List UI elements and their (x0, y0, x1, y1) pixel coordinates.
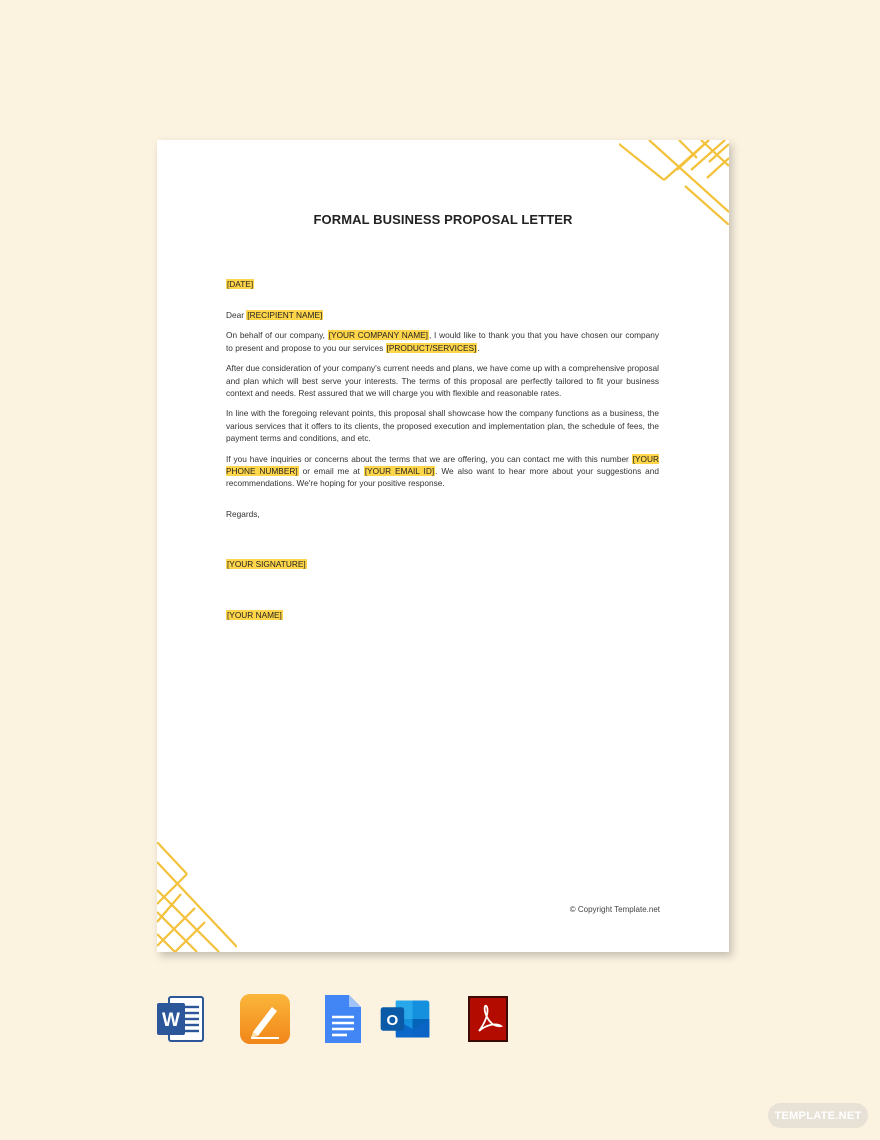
copyright-text: © Copyright Template.net (569, 905, 660, 914)
recipient-placeholder: [RECIPIENT NAME] (247, 309, 323, 320)
paragraph-3: In line with the foregoing relevant points, this proposal shall showcase how the company functions as a business, the various services that it offers to its clients, the proposed execution and implementation plan, the schedule of fees, the payment terms and conditions, and etc. (226, 408, 659, 443)
apple-pages-icon[interactable] (239, 993, 291, 1045)
name-placeholder: [YOUR NAME] (227, 610, 282, 621)
salutation: Dear (226, 309, 244, 320)
google-docs-icon[interactable] (317, 993, 369, 1045)
signature-line (226, 558, 659, 570)
phone-placeholder: [YOUR PHONE NUMBER] (226, 453, 659, 476)
corner-decoration-bottom-left (157, 842, 237, 952)
salutation-line (226, 309, 659, 321)
date-line (226, 278, 659, 290)
format-icons (155, 993, 515, 1045)
svg-text:W: W (162, 1010, 180, 1031)
svg-text:O: O (386, 1011, 399, 1029)
signature-placeholder: [YOUR SIGNATURE] (227, 559, 306, 570)
email-placeholder: [YOUR EMAIL ID] (364, 465, 435, 476)
document-title: FORMAL BUSINESS PROPOSAL LETTER (313, 212, 573, 227)
outlook-icon[interactable] (379, 993, 431, 1045)
date-placeholder: [DATE] (227, 279, 254, 289)
template-net-watermark: TEMPLATE.NET (768, 1103, 868, 1128)
microsoft-word-icon[interactable] (155, 993, 207, 1045)
paragraph-1: On behalf of our company, [YOUR COMPANY NAME], I would like to thank you that you have chosen our company to present and propose to you our services [PRODUCT/SERVICES]. (226, 330, 659, 353)
paragraph-4: If you have inquiries or concerns about the terms that we are offering, you can contact me with this number [YOUR PHONE NUMBER] or email me at [YOUR EMAIL ID]. We also want to hear more about your suggestions and recommendations. We're hoping for your positive response. (226, 453, 659, 488)
services-placeholder: [PRODUCT/SERVICES] (386, 342, 477, 353)
closing: Regards, (226, 508, 260, 519)
name-line (226, 609, 659, 621)
document-page (157, 140, 729, 952)
letter-body (226, 278, 659, 630)
adobe-pdf-icon[interactable] (463, 993, 515, 1045)
company-placeholder: [YOUR COMPANY NAME] (328, 330, 428, 341)
paragraph-2: After due consideration of your company's current needs and plans, we have come up with a comprehensive proposal and plan which will best serve your interests. The terms of this proposal are perfectly tailored to fit your business context and needs. Rest assured that we will charge you with flexible and reasonable rates. (226, 363, 659, 398)
